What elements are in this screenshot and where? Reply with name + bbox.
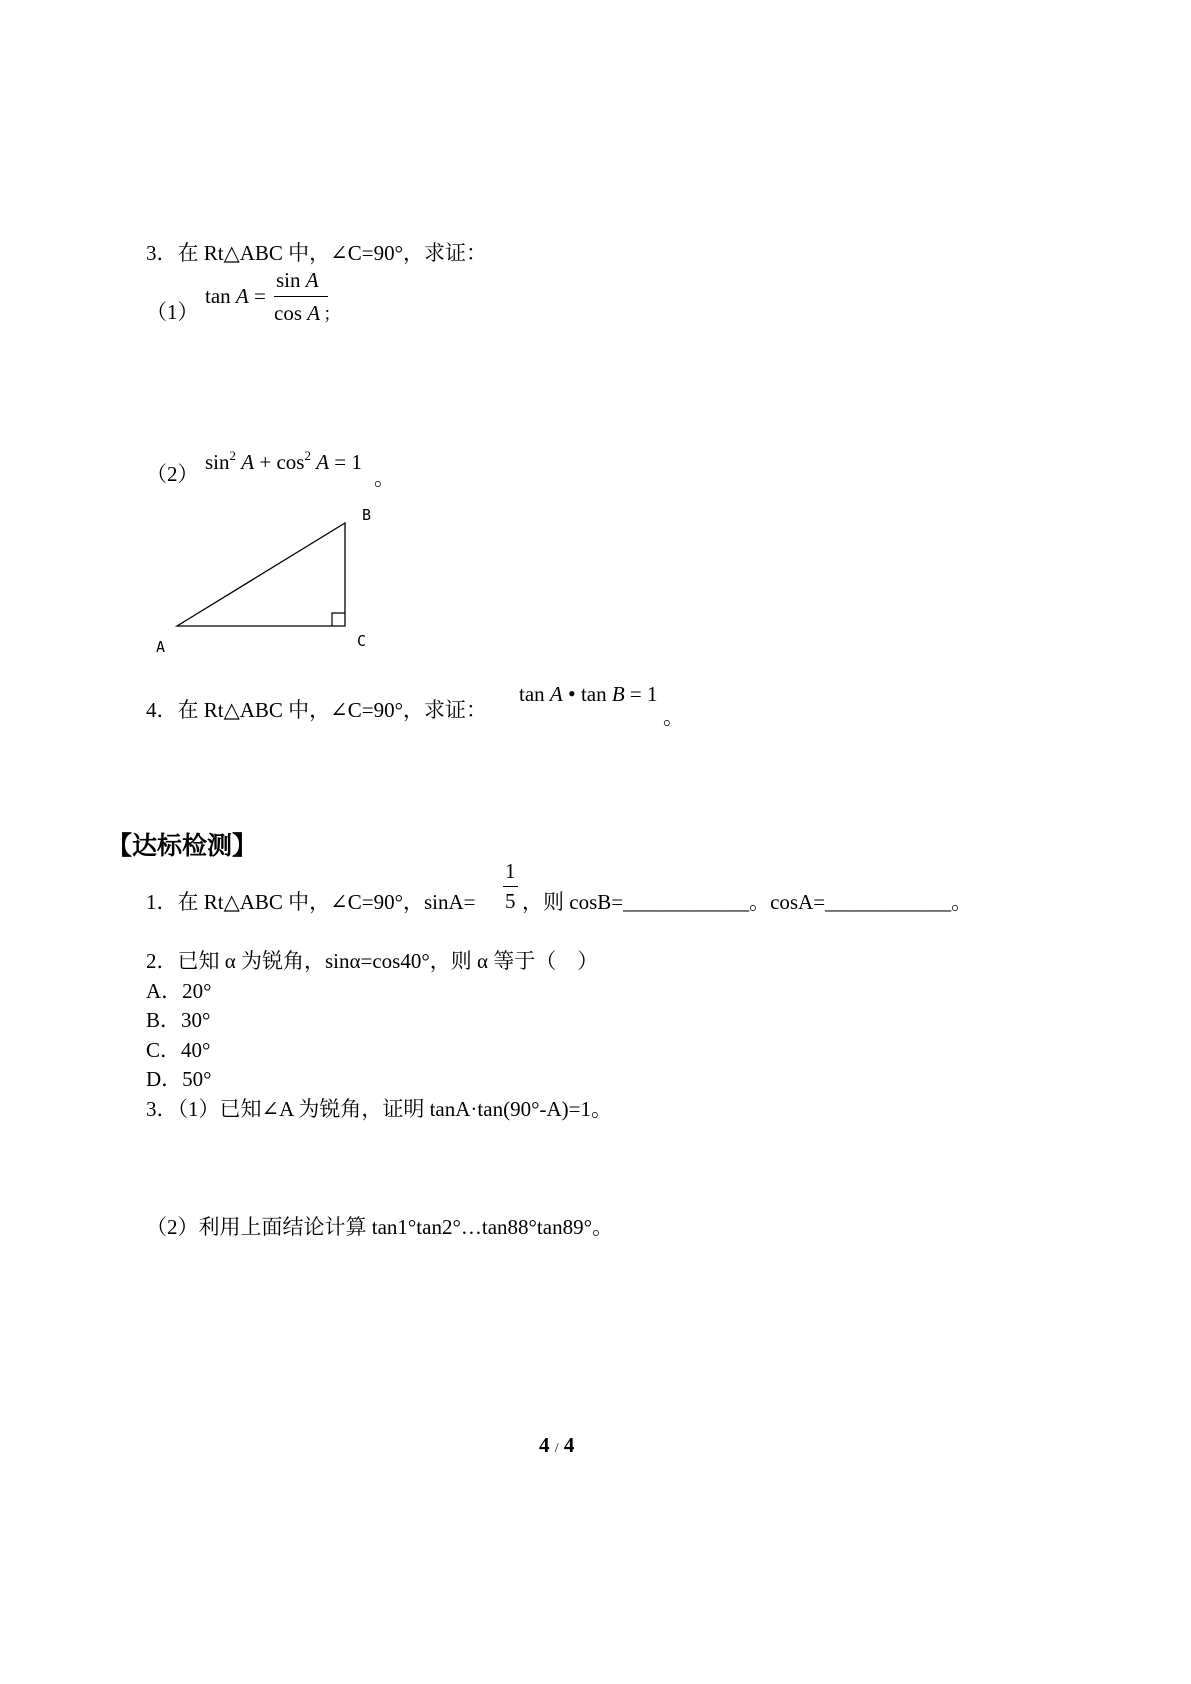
check-2-option-d: D．50°: [146, 1067, 212, 1091]
page-number: [539, 1433, 574, 1458]
check-1-stem: 1．在 Rt△ABC 中，∠C=90°，sinA=: [146, 890, 476, 914]
current-page: 4: [539, 1433, 550, 1457]
fraction-bar: [503, 886, 518, 887]
vertex-label-c: C: [357, 632, 367, 650]
problem-3-part2-identity: $\sin^2 A + \cos^2 A = 1$: [205, 448, 362, 474]
fraction-denominator: 5: [505, 889, 516, 913]
total-pages: 4: [563, 1433, 575, 1457]
problem-3-part1-lhs: [205, 284, 266, 309]
problem-4-end: 。: [663, 705, 684, 729]
problem-3-stem: 3．在 Rt△ABC 中，∠C=90°，求证：: [146, 241, 488, 265]
problem-4-stem: 4．在 Rt△ABC 中，∠C=90°，求证：: [146, 698, 488, 722]
vertex-label-b: B: [362, 506, 372, 524]
variable-a: A: [235, 284, 249, 308]
fraction-bar: [274, 296, 328, 297]
problem-4-expression: tan A • tan B = 1: [519, 681, 658, 706]
section-title: 【达标检测】: [107, 831, 258, 860]
check-1-rest: ，则 cosB=____________。cosA=____________。: [522, 890, 973, 914]
fraction-denominator: cos A ；: [274, 301, 342, 325]
check-3-part2: （2）利用上面结论计算 tan1°tan2°…tan88°tan89°。: [146, 1215, 613, 1239]
problem-3-part2-end: 。: [374, 466, 395, 490]
tan-function: tan: [205, 284, 231, 308]
fraction-numerator: sin A: [276, 268, 319, 292]
check-2-option-a: A．20°: [146, 979, 212, 1003]
check-2-option-b: B．30°: [146, 1008, 211, 1032]
vertex-label-a: A: [156, 638, 166, 656]
right-angle-mark: [332, 613, 345, 626]
problem-3-part1-fraction: [274, 268, 342, 328]
fraction-numerator: 1: [505, 859, 516, 883]
check-1-fraction: [503, 859, 518, 915]
page-separator: /: [554, 1441, 559, 1456]
problem-3-part1-label: （1）: [146, 300, 199, 324]
right-triangle-diagram: [150, 500, 390, 660]
check-2-stem: 2．已知 α 为锐角，sinα=cos40°，则 α 等于（ ）: [146, 949, 599, 973]
equals-sign: =: [253, 284, 266, 308]
check-2-option-c: C．40°: [146, 1038, 211, 1062]
triangle-abc: [177, 523, 345, 626]
check-3-part1: 3．（1）已知∠A 为锐角，证明 tanA·tan(90°-A)=1。: [146, 1097, 612, 1121]
problem-3-part2-label: （2）: [146, 462, 199, 486]
